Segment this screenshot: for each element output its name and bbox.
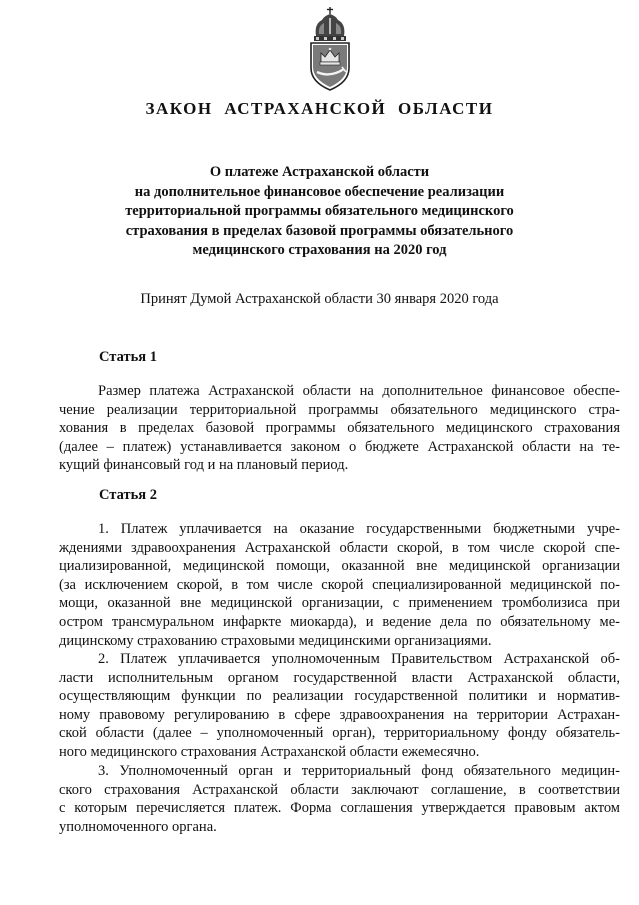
- paragraph-line: чение реализации территориальной программы обязательного медицинского стра-: [59, 401, 620, 418]
- paragraph-line: дицинскому страхованию страховыми медицинскими организациями.: [59, 632, 492, 649]
- paragraph-line: циализированной, медицинской помощи, оказанной вне медицинской организации: [59, 558, 620, 575]
- adoption-note: Принят Думой Астраханской области 30 января 2020 года: [140, 291, 499, 307]
- law-title: ЗАКОН АСТРАХАНСКОЙ ОБЛАСТИ: [145, 99, 494, 118]
- paragraph-line: 3. Уполномоченный орган и территориальный фонд обязательного медицин-: [98, 763, 620, 779]
- article-2-paragraph-3: [59, 762, 620, 836]
- paragraph-line: осуществляющим функции по реализации государственной политики и норматив-: [59, 688, 620, 705]
- paragraph-line: 2. Платеж уплачивается уполномоченным Правительством Астраханской об-: [98, 651, 620, 667]
- paragraph-line: остром трансмуральном инфаркте миокарда), и ведение дела по обязательному ме-: [59, 613, 620, 630]
- heading-line: территориальной программы обязательного медицинского: [125, 203, 514, 219]
- article-1-paragraph: [59, 382, 620, 475]
- paragraph-line: (далее – платеж) устанавливается законом о бюджете Астраханской области на те-: [59, 438, 620, 455]
- paragraph-line: ской области (далее – уполномоченный орган), территориальному фонду обязатель-: [59, 725, 620, 742]
- document-heading: [0, 163, 639, 261]
- heading-line: на дополнительное финансовое обеспечение реализации: [134, 183, 505, 200]
- paragraph-line: хования в пределах базовой программы обязательного медицинского страхования: [59, 420, 620, 437]
- article-2-title: Статья 2: [99, 487, 157, 503]
- paragraph-line: 1. Платеж уплачивается на оказание государственными бюджетными учре-: [98, 521, 620, 537]
- paragraph-line: (за исключением скорой, в том числе скорой специализированной медицинской по-: [59, 576, 620, 593]
- astrakhan-coat-of-arms-icon: [302, 6, 358, 92]
- article-2-paragraph-1: [59, 520, 620, 650]
- paragraph-line: ского страхования Астраханской области заключают соглашение, в соответствии: [59, 781, 620, 798]
- article-1-title: Статья 1: [99, 349, 157, 365]
- heading-line: О платеже Астраханской области: [209, 164, 430, 180]
- paragraph-line: Размер платежа Астраханской области на дополнительное финансовое обеспе-: [98, 383, 620, 399]
- paragraph-line: мощи, оказанной вне медицинской организации, с применением тромболизиса при: [59, 595, 620, 612]
- heading-line: медицинского страхования на 2020 год: [192, 242, 447, 258]
- heading-line: страхования в пределах базовой программы обязательного: [125, 222, 514, 239]
- paragraph-line: ному правовому регулированию в сфере здравоохранения на территории Астрахан-: [59, 706, 620, 723]
- paragraph-line: ласти исполнительным органом государственной власти Астраханской области,: [59, 669, 620, 686]
- article-2-paragraph-2: [59, 650, 620, 762]
- paragraph-line: с которым перечисляется платеж. Форма соглашения утверждается правовым актом: [59, 800, 620, 817]
- paragraph-line: кущий финансовый год и на плановый период.: [59, 457, 349, 474]
- paragraph-line: ного медицинского страхования Астраханской области ежемесячно.: [59, 743, 480, 760]
- paragraph-line: уполномоченного органа.: [59, 818, 217, 835]
- paragraph-line: ждениями здравоохранения Астраханской области скорой, в том числе скорой спе-: [59, 539, 620, 556]
